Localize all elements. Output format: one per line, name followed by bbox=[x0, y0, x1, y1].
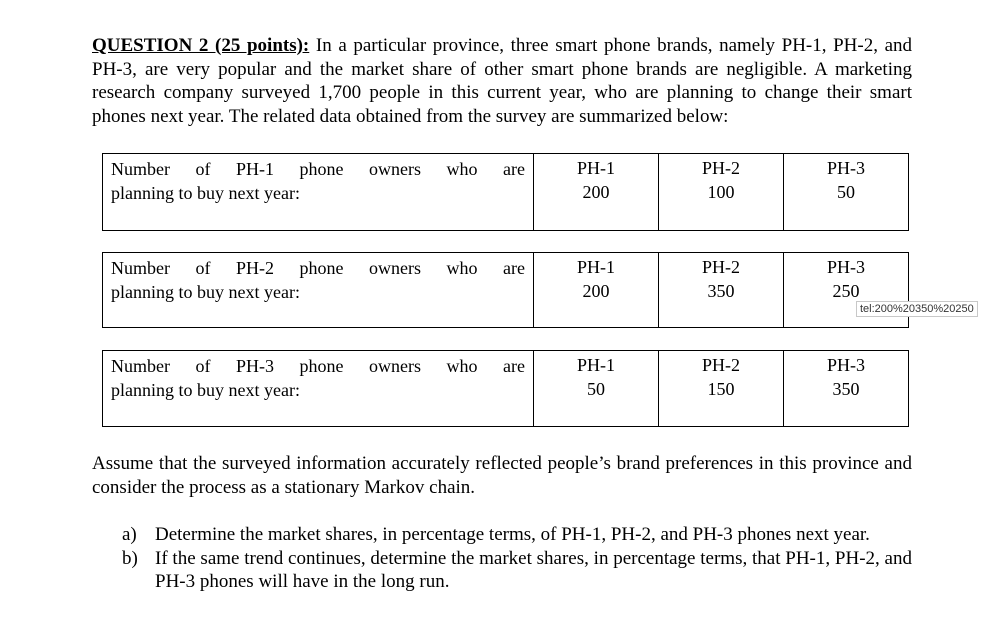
brand-label: PH-1 bbox=[576, 355, 615, 375]
part-label: a) bbox=[122, 524, 137, 545]
table-cell-ph3 bbox=[784, 154, 909, 231]
table-row bbox=[103, 154, 909, 231]
assumption-text: Assume that the surveyed information accurately reflected people’s brand preferences in this province and consider the process as a stationary Markov chain. bbox=[92, 453, 912, 498]
link-tooltip: tel:200%20350%20250 bbox=[856, 301, 978, 317]
brand-label: PH-2 bbox=[701, 355, 740, 375]
table-cell-ph2 bbox=[659, 351, 784, 427]
brand-label: PH-2 bbox=[701, 158, 740, 178]
table-cell-ph2 bbox=[659, 154, 784, 231]
description-line: planning to buy next year: bbox=[111, 183, 300, 203]
question-part-b bbox=[122, 547, 912, 594]
survey-table-ph3-owners bbox=[102, 350, 909, 427]
survey-table-ph2-owners bbox=[102, 252, 909, 328]
count-value: 100 bbox=[707, 182, 735, 202]
description-line: Number of PH-2 phone owners who are bbox=[111, 258, 525, 278]
table-cell-ph3 bbox=[784, 351, 909, 427]
table-description bbox=[103, 253, 534, 328]
brand-label: PH-3 bbox=[826, 158, 865, 178]
table-row bbox=[103, 351, 909, 427]
brand-label: PH-3 bbox=[826, 355, 865, 375]
table-cell-ph1 bbox=[534, 351, 659, 427]
count-value: 250 bbox=[832, 281, 860, 301]
description-line: Number of PH-1 phone owners who are bbox=[111, 159, 525, 179]
brand-label: PH-1 bbox=[576, 257, 615, 277]
part-text: Determine the market shares, in percentage terms, of PH-1, PH-2, and PH-3 phones next year. bbox=[155, 524, 870, 545]
question-heading: QUESTION 2 (25 points): bbox=[92, 35, 310, 56]
question-part-a bbox=[122, 523, 912, 547]
description-line: Number of PH-3 phone owners who are bbox=[111, 356, 525, 376]
brand-label: PH-3 bbox=[826, 257, 865, 277]
brand-label: PH-1 bbox=[576, 158, 615, 178]
part-text: If the same trend continues, determine the market shares, in percentage terms, that PH-1, PH-2, and PH-3 phones will have in the long run. bbox=[155, 547, 912, 592]
count-value: 200 bbox=[582, 281, 610, 301]
table-cell-ph2 bbox=[659, 253, 784, 328]
question-text: In a particular province, three smart phone brands, namely PH-1, PH-2, and PH-3, are very popular and the market share of other smart phone brands are negligible. A marketing research company surveyed 1,700 people in this current year, who are planning to change their smart phones next year. The related data obtained from the survey are summarized below: bbox=[92, 35, 913, 127]
count-value: 50 bbox=[837, 182, 855, 202]
description-line: planning to buy next year: bbox=[111, 380, 300, 400]
table-description bbox=[103, 351, 534, 427]
table-cell-ph1 bbox=[534, 154, 659, 231]
question-parts bbox=[122, 523, 912, 594]
count-value: 50 bbox=[587, 379, 605, 399]
description-line: planning to buy next year: bbox=[111, 282, 300, 302]
table-description bbox=[103, 154, 534, 231]
count-value: 150 bbox=[707, 379, 735, 399]
count-value: 350 bbox=[832, 379, 860, 399]
count-value: 350 bbox=[707, 281, 735, 301]
question-intro bbox=[92, 34, 912, 128]
table-cell-ph1 bbox=[534, 253, 659, 328]
brand-label: PH-2 bbox=[701, 257, 740, 277]
table-row bbox=[103, 253, 909, 328]
part-label: b) bbox=[122, 547, 138, 569]
count-value: 200 bbox=[582, 182, 610, 202]
survey-table-ph1-owners bbox=[102, 153, 909, 231]
